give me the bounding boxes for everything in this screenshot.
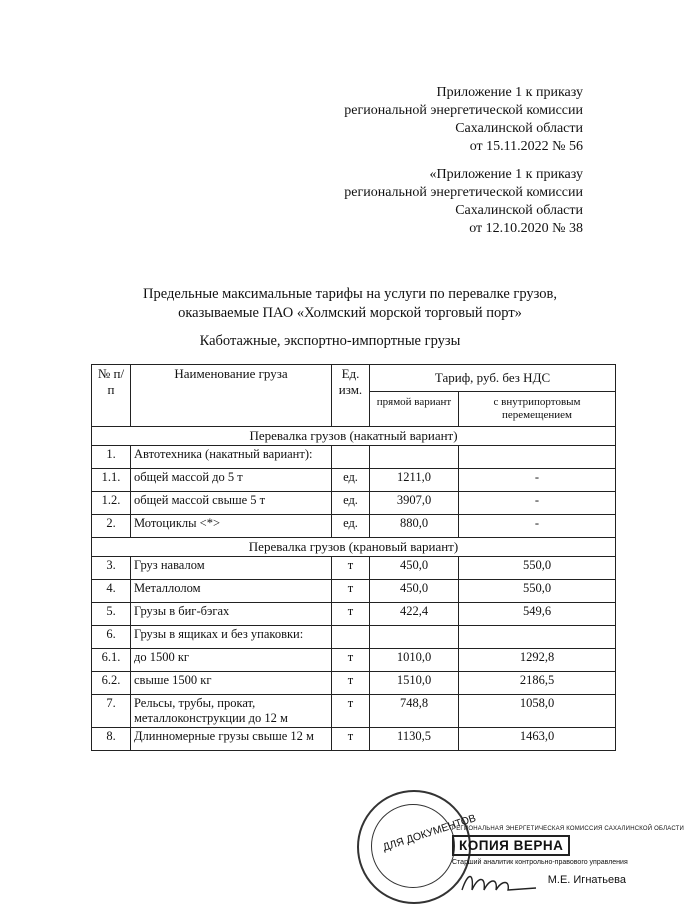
row-name: Длинномерные грузы свыше 12 м: [131, 728, 332, 751]
row-direct: 880,0: [370, 515, 459, 538]
row-internal: 1058,0: [459, 695, 616, 728]
row-internal: 2186,5: [459, 672, 616, 695]
row-num: 4.: [92, 580, 131, 603]
stamp-label: КОПИЯ ВЕРНА: [452, 835, 570, 856]
row-direct: 3907,0: [370, 492, 459, 515]
row-direct: [370, 626, 459, 649]
row-name: Грузы в биг-бэгах: [131, 603, 332, 626]
header-line: от 15.11.2022 № 56: [469, 139, 583, 154]
row-num: 1.2.: [92, 492, 131, 515]
header-name: Наименование груза: [131, 365, 332, 427]
header-line: региональной энергетической комиссии: [344, 185, 583, 200]
row-unit: т: [332, 557, 370, 580]
row-num: 8.: [92, 728, 131, 751]
stamp-position: Старший аналитик контрольно-правового управления: [452, 859, 628, 866]
row-direct: 450,0: [370, 580, 459, 603]
row-num: 1.1.: [92, 469, 131, 492]
row-unit: [332, 446, 370, 469]
row-unit: т: [332, 672, 370, 695]
row-direct: 450,0: [370, 557, 459, 580]
header-line: Сахалинской области: [455, 203, 583, 218]
handwritten-signature: [458, 868, 538, 898]
stamp-org: РЕГИОНАЛЬНАЯ ЭНЕРГЕТИЧЕСКАЯ КОМИССИЯ САХАЛИНСКОЙ ОБЛАСТИ: [452, 826, 685, 832]
row-name: Рельсы, трубы, прокат, металлоконструкции до 12 м: [131, 695, 332, 728]
header-unit: Ед. изм.: [332, 365, 370, 427]
table-row: [92, 515, 616, 538]
row-unit: ед.: [332, 515, 370, 538]
row-unit: т: [332, 649, 370, 672]
row-name: Мотоциклы <*>: [131, 515, 332, 538]
row-direct: 1010,0: [370, 649, 459, 672]
title-line-1: Предельные максимальные тарифы на услуги по перевалке грузов,: [142, 286, 557, 302]
table-row: [92, 492, 616, 515]
table-row: [92, 672, 616, 695]
table-row: [92, 446, 616, 469]
row-num: 6.1.: [92, 649, 131, 672]
row-num: 1.: [92, 446, 131, 469]
row-internal: -: [459, 492, 616, 515]
header-direct: прямой вариант: [370, 392, 459, 427]
header-block-2: [344, 166, 583, 238]
row-num: 3.: [92, 557, 131, 580]
row-name: общей массой до 5 т: [131, 469, 332, 492]
row-name: свыше 1500 кг: [131, 672, 332, 695]
header-tariff: Тариф, руб. без НДС: [370, 365, 616, 392]
row-internal: -: [459, 515, 616, 538]
stamp-signer: М.Е. Игнатьева: [547, 874, 626, 886]
table-row: [92, 695, 616, 728]
row-name: Металлолом: [131, 580, 332, 603]
table-row: [92, 728, 616, 751]
table-row: [92, 469, 616, 492]
table-row: [92, 603, 616, 626]
row-unit: ед.: [332, 469, 370, 492]
row-num: 2.: [92, 515, 131, 538]
row-internal: 550,0: [459, 557, 616, 580]
seal-text: ДЛЯ ДОКУМЕНТОВ: [381, 812, 478, 854]
row-num: 6.2.: [92, 672, 131, 695]
row-num: 5.: [92, 603, 131, 626]
header-line: от 12.10.2020 № 38: [469, 221, 583, 236]
row-name: Груз навалом: [131, 557, 332, 580]
table-row: [92, 557, 616, 580]
row-internal: [459, 446, 616, 469]
row-unit: т: [332, 695, 370, 728]
row-unit: [332, 626, 370, 649]
tariff-table: [91, 364, 616, 751]
row-unit: т: [332, 580, 370, 603]
row-num: 7.: [92, 695, 131, 728]
row-num: 6.: [92, 626, 131, 649]
row-internal: -: [459, 469, 616, 492]
document-subtitle: Каботажные, экспортно-импортные грузы: [199, 333, 461, 349]
title-line-2: оказываемые ПАО «Холмский морской торговый порт»: [178, 305, 522, 321]
row-internal: 549,6: [459, 603, 616, 626]
document-title: [0, 285, 700, 323]
row-name: до 1500 кг: [131, 649, 332, 672]
row-direct: [370, 446, 459, 469]
table-row: [92, 580, 616, 603]
row-internal: 1292,8: [459, 649, 616, 672]
header-line: Приложение 1 к приказу: [436, 85, 583, 100]
header-line: региональной энергетической комиссии: [344, 103, 583, 118]
row-direct: 422,4: [370, 603, 459, 626]
header-internal: с внутрипортовым перемещением: [459, 392, 616, 427]
row-internal: 550,0: [459, 580, 616, 603]
row-unit: т: [332, 603, 370, 626]
row-unit: ед.: [332, 492, 370, 515]
row-direct: 1510,0: [370, 672, 459, 695]
header-line: Сахалинской области: [455, 121, 583, 136]
table-row: [92, 626, 616, 649]
row-direct: 748,8: [370, 695, 459, 728]
section-header: Перевалка грузов (крановый вариант): [92, 538, 616, 557]
row-internal: 1463,0: [459, 728, 616, 751]
row-direct: 1130,5: [370, 728, 459, 751]
row-name: общей массой свыше 5 т: [131, 492, 332, 515]
row-internal: [459, 626, 616, 649]
row-name: Автотехника (накатный вариант):: [131, 446, 332, 469]
header-line: «Приложение 1 к приказу: [429, 167, 583, 182]
row-name: Грузы в ящиках и без упаковки:: [131, 626, 332, 649]
table-row: [92, 649, 616, 672]
header-block-1: [344, 84, 583, 156]
section-header: Перевалка грузов (накатный вариант): [92, 427, 616, 446]
row-unit: т: [332, 728, 370, 751]
row-direct: 1211,0: [370, 469, 459, 492]
header-num: № п/п: [92, 365, 131, 427]
